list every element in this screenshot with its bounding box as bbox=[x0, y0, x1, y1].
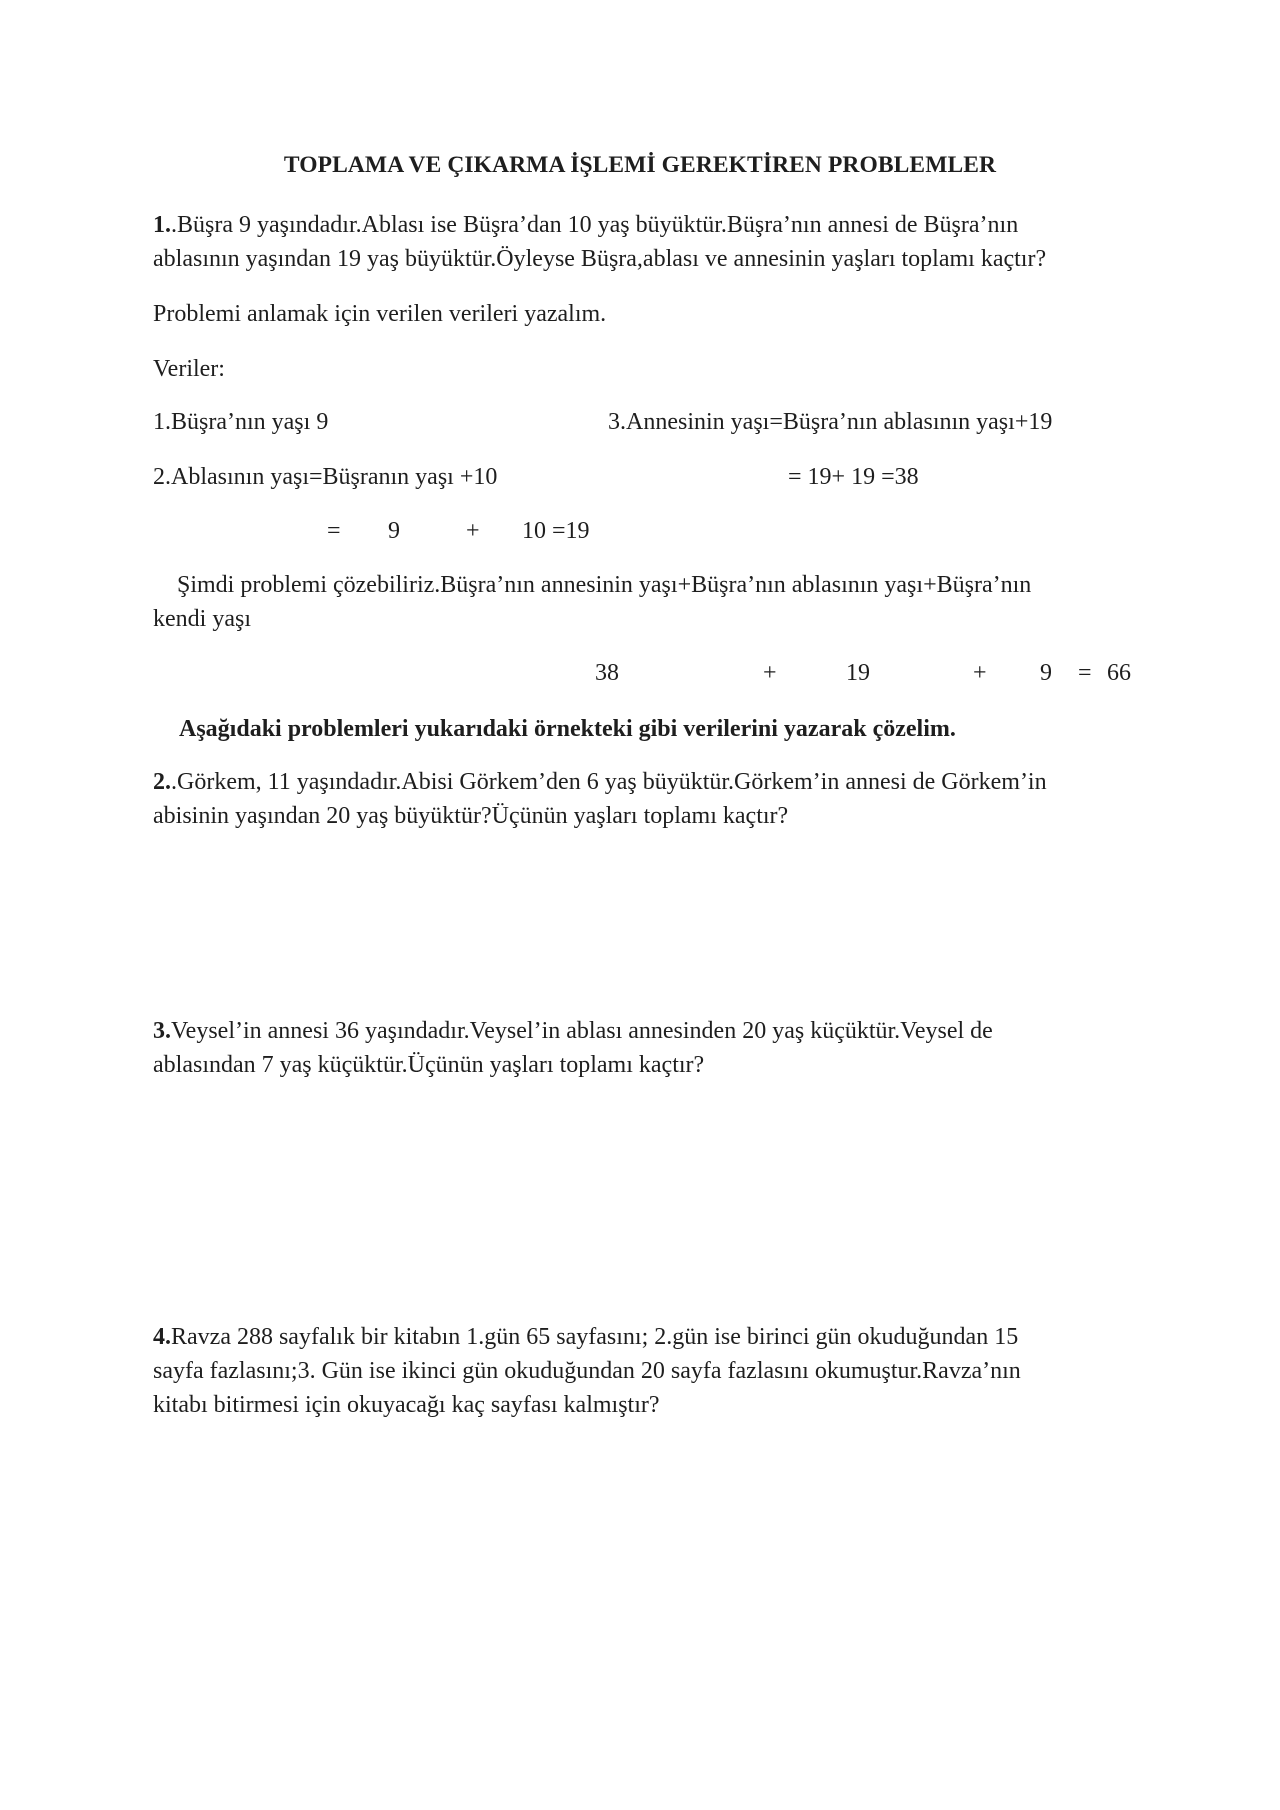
problem-4-line-3: kitabı bitirmesi için okuyacağı kaç sayfası kalmıştır? bbox=[153, 1392, 660, 1418]
calc-eq: = bbox=[327, 518, 341, 544]
problem-3-line-1 bbox=[153, 1014, 1133, 1048]
data-item-3: 3.Annesinin yaşı=Büşra’nın ablasının yaşı+19 bbox=[608, 409, 1053, 435]
solution-value-9: 9 bbox=[1040, 660, 1052, 686]
problem-3-text-1: Veysel’in annesi 36 yaşındadır.Veysel’in ablası annesinden 20 yaş küçüktür.Veysel de bbox=[171, 1018, 993, 1044]
problem-2-number: 2. bbox=[153, 769, 171, 795]
problem-4-line-2: sayfa fazlasını;3. Gün ise ikinci gün okuduğundan 20 sayfa fazlasını okumuştur.Ravza’nın bbox=[153, 1358, 1021, 1384]
problem-1-line-2: ablasının yaşından 19 yaş büyüktür.Öyleyse Büşra,ablası ve annesinin yaşları toplamı kaçtır? bbox=[153, 246, 1047, 272]
problem-3-line-2: ablasından 7 yaş küçüktür.Üçünün yaşları toplamı kaçtır? bbox=[153, 1052, 705, 1078]
problem-4-text-1: Ravza 288 sayfalık bir kitabın 1.gün 65 sayfasını; 2.gün ise birinci gün okuduğundan 15 bbox=[171, 1324, 1019, 1350]
problem-1 bbox=[153, 208, 1133, 276]
solution-total: 66 bbox=[1107, 660, 1131, 686]
problem-4-line-1 bbox=[153, 1320, 1133, 1354]
problem-3-number: 3. bbox=[153, 1018, 171, 1044]
problem-1-line-1 bbox=[153, 208, 1133, 242]
data-item-2: 2.Ablasının yaşı=Büşranın yaşı +10 bbox=[153, 464, 498, 490]
calc-plus: + bbox=[466, 518, 480, 544]
solution-line-1: Şimdi problemi çözebiliriz.Büşra’nın annesinin yaşı+Büşra’nın ablasının yaşı+Büşra’nın bbox=[177, 572, 1032, 598]
calc-result: 10 =19 bbox=[522, 518, 590, 544]
solution-value-19: 19 bbox=[846, 660, 870, 686]
solution-text bbox=[153, 568, 1133, 636]
problem-1-text-1: .Büşra 9 yaşındadır.Ablası ise Büşra’dan 10 yaş büyüktür.Büşra’nın annesi de Büşra’nın bbox=[171, 212, 1019, 238]
instruction-text: Aşağıdaki problemleri yukarıdaki örnekteki gibi verilerini yazarak çözelim. bbox=[179, 716, 956, 742]
solution-equals: = bbox=[1078, 660, 1092, 686]
solution-line-2: kendi yaşı bbox=[153, 606, 251, 632]
problem-2-text-1: .Görkem, 11 yaşındadır.Abisi Görkem’den 6 yaş büyüktür.Görkem’in annesi de Görkem’in bbox=[171, 769, 1047, 795]
solution-plus-1: + bbox=[763, 660, 777, 686]
data-item-1: 1.Büşra’nın yaşı 9 bbox=[153, 409, 329, 435]
calc-value-9: 9 bbox=[388, 518, 400, 544]
page-title: TOPLAMA VE ÇIKARMA İŞLEMİ GEREKTİREN PROBLEMLER bbox=[283, 152, 997, 178]
intro-text: Problemi anlamak için verilen verileri yazalım. bbox=[153, 301, 607, 327]
solution-plus-2: + bbox=[973, 660, 987, 686]
problem-1-number: 1. bbox=[153, 212, 171, 238]
problem-4-number: 4. bbox=[153, 1324, 171, 1350]
data-item-3-calc: = 19+ 19 =38 bbox=[788, 464, 919, 490]
problem-2-line-2: abisinin yaşından 20 yaş büyüktür?Üçünün yaşları toplamı kaçtır? bbox=[153, 803, 789, 829]
solution-value-38: 38 bbox=[595, 660, 619, 686]
data-label: Veriler: bbox=[153, 356, 225, 382]
problem-2 bbox=[153, 765, 1133, 833]
problem-3 bbox=[153, 1014, 1133, 1082]
problem-4 bbox=[153, 1320, 1133, 1422]
problem-2-line-1 bbox=[153, 765, 1133, 799]
